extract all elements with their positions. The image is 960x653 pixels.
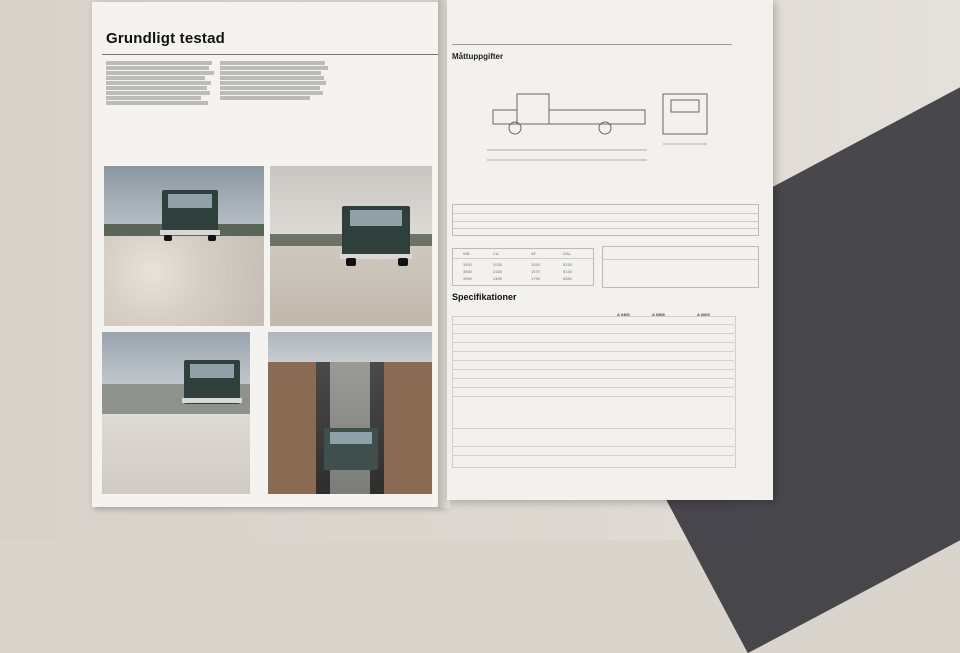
- cell-r3-oal: 6880: [563, 276, 572, 281]
- spec-row: [452, 378, 734, 379]
- spec-row: [452, 387, 734, 388]
- intro-paragraph-2: [220, 60, 332, 101]
- spec-row: [452, 324, 734, 325]
- turning-circle-table: [602, 246, 759, 288]
- spec-row: [452, 351, 734, 352]
- spec-row: [452, 428, 734, 429]
- spec-col-a0609: A 0609: [697, 312, 710, 317]
- wheelbase-table: [452, 248, 594, 286]
- spec-row: [452, 455, 734, 456]
- spec-col-a0406: A 0406: [617, 312, 630, 317]
- cell-r2-wb: 3660: [463, 269, 472, 274]
- intro-paragraph-1: [106, 60, 218, 106]
- spec-col-a0508: A 0508: [652, 312, 665, 317]
- col-oal: OAL: [563, 251, 572, 256]
- dimension-table-1: [452, 204, 759, 236]
- left-page: [92, 2, 444, 507]
- cell-r3-wb: 3960: [463, 276, 472, 281]
- right-page: [447, 0, 773, 500]
- cell-r1-ca: 2005: [493, 262, 502, 267]
- col-wb: WB: [463, 251, 470, 256]
- page-title: Grundligt testad: [106, 30, 226, 47]
- photo-truck-ramp: [102, 332, 250, 494]
- col-ca: CA: [493, 251, 499, 256]
- cell-r3-ca: 2485: [493, 276, 502, 281]
- truck-dimension-diagram: [487, 80, 717, 170]
- cell-r2-af: 1570: [531, 269, 540, 274]
- dimensions-rule: [452, 44, 732, 45]
- cell-r3-af: 1790: [531, 276, 540, 281]
- dimensions-heading: Måttuppgifter: [452, 52, 504, 61]
- specifications-heading: Specifikationer: [452, 292, 517, 302]
- photo-truck-road: [270, 166, 432, 326]
- spec-row: [452, 333, 734, 334]
- cell-r2-ca: 2385: [493, 269, 502, 274]
- cell-r1-oal: 5230: [563, 262, 572, 267]
- spec-row: [452, 396, 734, 397]
- spec-row: [452, 360, 734, 361]
- cell-r1-wb: 3300: [463, 262, 472, 267]
- spec-row: [452, 369, 734, 370]
- photo-truck-gravel: [104, 166, 264, 326]
- spec-row: [452, 342, 734, 343]
- title-rule: [102, 54, 438, 55]
- col-af: AF: [531, 251, 537, 256]
- cell-r1-af: 1040: [531, 262, 540, 267]
- spec-row: [452, 446, 734, 447]
- photo-car-track: [268, 332, 432, 494]
- cell-r2-oal: 6140: [563, 269, 572, 274]
